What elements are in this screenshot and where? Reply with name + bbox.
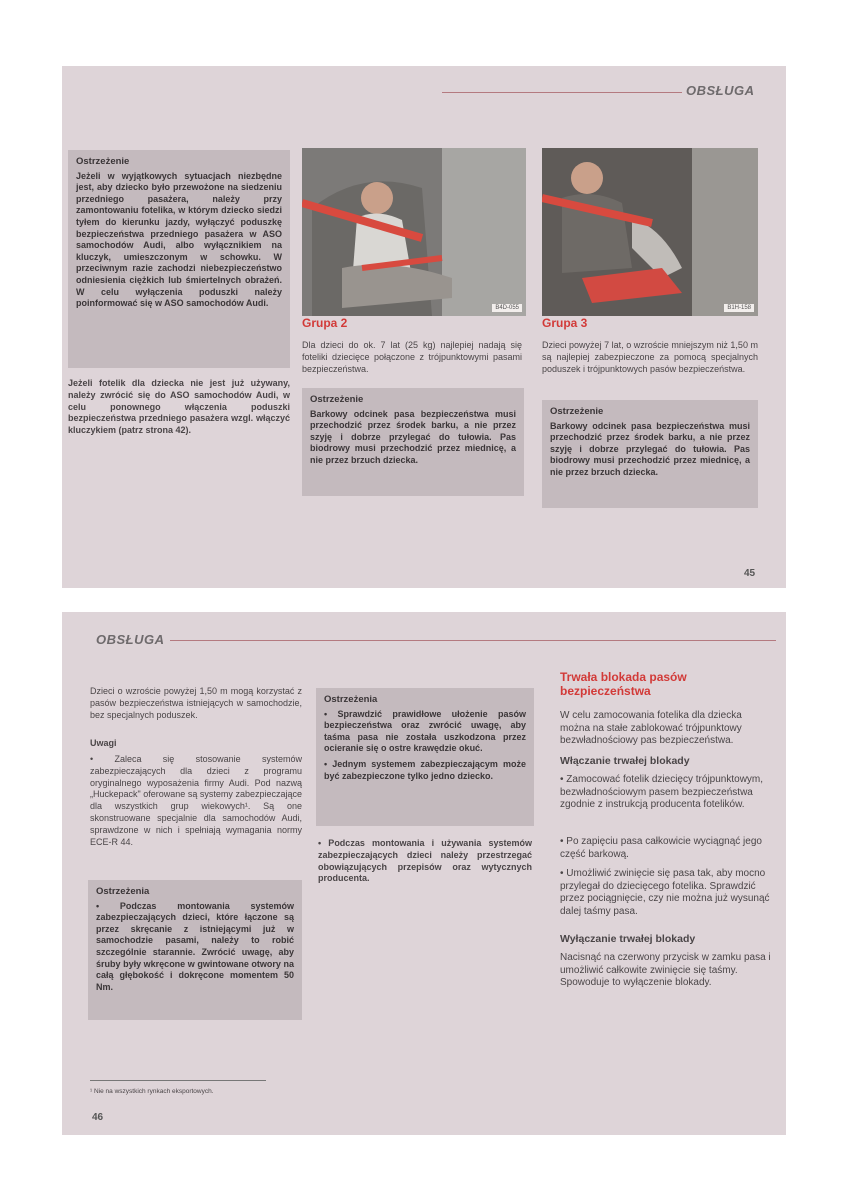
installation-note: • Podczas montowania i używania systemów zabezpieczających dzieci należy przestrzegać obowiązujących przepisów oraz wytycznych producenta. xyxy=(318,838,532,884)
warning-text: Barkowy odcinek pasa bezpieczeństwa musi przechodzić przez środek barku, a nie przez szyję i dobrze przylegać do tułowia. Pas biodrowy musi przechodzić przez miednicę, a nie przez brzuch dziecka. xyxy=(550,420,750,477)
warning-text-1: • Sprawdzić prawidłowe ułożenie pasów bezpieczeństwa oraz zwrócić uwagę, aby taśma pasa nie została uszkodzona przez ocieranie się o ostre krawędzie okuć. xyxy=(324,708,526,754)
warning-box-airbag xyxy=(68,150,290,368)
group2-warning-box xyxy=(302,388,524,496)
warning-title: Ostrzeżenia xyxy=(96,886,150,897)
lock-on-step-3: • Umożliwić zwinięcie się pasa tak, aby mocno przylegał do dziecięcego fotelika. Sprawdzić przez pociągnięcie, czy nie można już wysunąć dalej taśmy pasa. xyxy=(560,868,770,917)
page-number: 45 xyxy=(744,568,756,579)
notes-text: • Zaleca się stosowanie systemów zabezpieczających dla dzieci z programu oryginalnego wyposażenia firmy Audi. Pod nazwą „Huckepack" oferowane są systemy zabezpieczające dla wszystkich grup wiekowych¹. Są one skonstruowane specjalnie dla samochodów Audi, sprawdzone w nich i spełniają wymagania normy ECE-R 44. xyxy=(90,754,302,847)
lock-off-title: Wyłączanie trwałej blokady xyxy=(560,933,696,945)
lock-on-step-2: • Po zapięciu pasa całkowicie wyciągnąć jego część barkową. xyxy=(560,836,762,860)
group3-title: Grupa 3 xyxy=(542,316,588,330)
page-header: OBSŁUGA xyxy=(96,632,165,647)
warning-title: Ostrzeżenia xyxy=(324,694,378,705)
warning-title: Ostrzeżenie xyxy=(310,394,364,405)
page-number: 46 xyxy=(92,1112,104,1123)
group2-text: Dla dzieci do ok. 7 lat (25 kg) najlepiej nadają się foteliki dziecięce połączone z trójpunktowymi pasami bezpieczeństwa. xyxy=(302,340,522,374)
photo-code: B4D-055 xyxy=(492,304,522,312)
lock-on-title: Włączanie trwałej blokady xyxy=(560,755,690,767)
group3-warning-box xyxy=(542,400,758,508)
header-rule xyxy=(170,640,776,641)
mounting-warning-box xyxy=(88,880,302,1020)
airbag-reactivation-paragraph: Jeżeli fotelik dla dziecka nie jest już używany, należy zwrócić się do ASO samochodów Audi, w celu ponownego włączenia poduszki bezpieczeństwa przedniego pasażera wzgl. włączyć kluczykiem (patrz strona 42). xyxy=(68,378,290,436)
permanent-lock-title: Trwała blokada pasów bezpieczeństwa xyxy=(560,670,687,698)
photo-group3-booster xyxy=(542,148,758,316)
tall-children-paragraph: Dzieci o wzroście powyżej 1,50 m mogą korzystać z pasów bezpieczeństwa istniejących w samochodzie, bez specjalnych poduszek. xyxy=(90,686,302,720)
lock-off-text: Nacisnąć na czerwony przycisk w zamku pasa i umożliwić całkowite zwinięcie się taśmy. Spowoduje to wyłączenie blokady. xyxy=(560,952,771,988)
belt-warning-box xyxy=(316,688,534,826)
page-45 xyxy=(62,66,786,588)
footnote: ¹ Nie na wszystkich rynkach eksportowych. xyxy=(90,1088,214,1095)
photo-group2-child-seat xyxy=(302,148,526,316)
warning-text-2: • Jednym systemem zabezpieczającym może być zabezpieczone tylko jedno dziecko. xyxy=(324,758,526,781)
warning-text: Jeżeli w wyjątkowych sytuacjach niezbędne jest, aby dziecko było przewożone na siedzeniu przedniego pasażera, należy przy zamontowaniu fotelika, w którym dziecko siedzi tyłem do kierunku jazdy, wyłączyć poduszkę bezpieczeństwa przedniego pasażera w ASO samochodów Audi, albo wyłącznikiem na kluczyk, umieszczonym w schowku. W przeciwnym razie zachodzi niebezpieczeństwo odniesienia ciężkich lub śmiertelnych obrażeń. W celu wyłączenia poduszki należy poinformować się w ASO samochodów Audi. xyxy=(76,170,282,309)
booster-seat-illustration xyxy=(542,148,758,316)
photo-code: B1H-158 xyxy=(724,304,754,312)
notes-title: Uwagi xyxy=(90,738,117,748)
warning-title: Ostrzeżenie xyxy=(550,406,604,417)
child-seat-illustration xyxy=(302,148,526,316)
group2-title: Grupa 2 xyxy=(302,316,348,330)
warning-text: Barkowy odcinek pasa bezpieczeństwa musi przechodzić przez środek barku, a nie przez szyję i dobrze przylegać do tułowia. Pas biodrowy musi przechodzić przez miednicę, a nie przez brzuch dziecka. xyxy=(310,408,516,465)
lock-on-step-1: • Zamocować fotelik dziecięcy trójpunktowym, bezwładnościowym pasem bezpieczeństwa zgodnie z instrukcją producenta fotelików. xyxy=(560,774,764,810)
warning-title: Ostrzeżenie xyxy=(76,156,130,167)
warning-text: • Podczas montowania systemów zabezpieczających dzieci, które łączone są przez skręcanie z istniejącymi już w samochodzie pasami, należy to robić szczególnie starannie. Zwrócić uwagę, aby śruby były wkręcone w gwintowane otwory na całą głębokość i dokręcone momentem 50 Nm. xyxy=(96,900,294,992)
header-rule xyxy=(442,92,682,93)
page-header: OBSŁUGA xyxy=(686,83,755,98)
group3-text: Dzieci powyżej 7 lat, o wzroście mniejszym niż 1,50 m są najlepiej zabezpieczone za pomocą specjalnych poduszek i trójpunktowych pasów bezpieczeństwa. xyxy=(542,340,758,374)
footnote-rule xyxy=(90,1080,266,1081)
page-46 xyxy=(62,612,786,1135)
permanent-lock-intro: W celu zamocowania fotelika dla dziecka można na stałe zablokować trójpunktowy bezwładnościowy pas bezpieczeństwa. xyxy=(560,710,742,746)
